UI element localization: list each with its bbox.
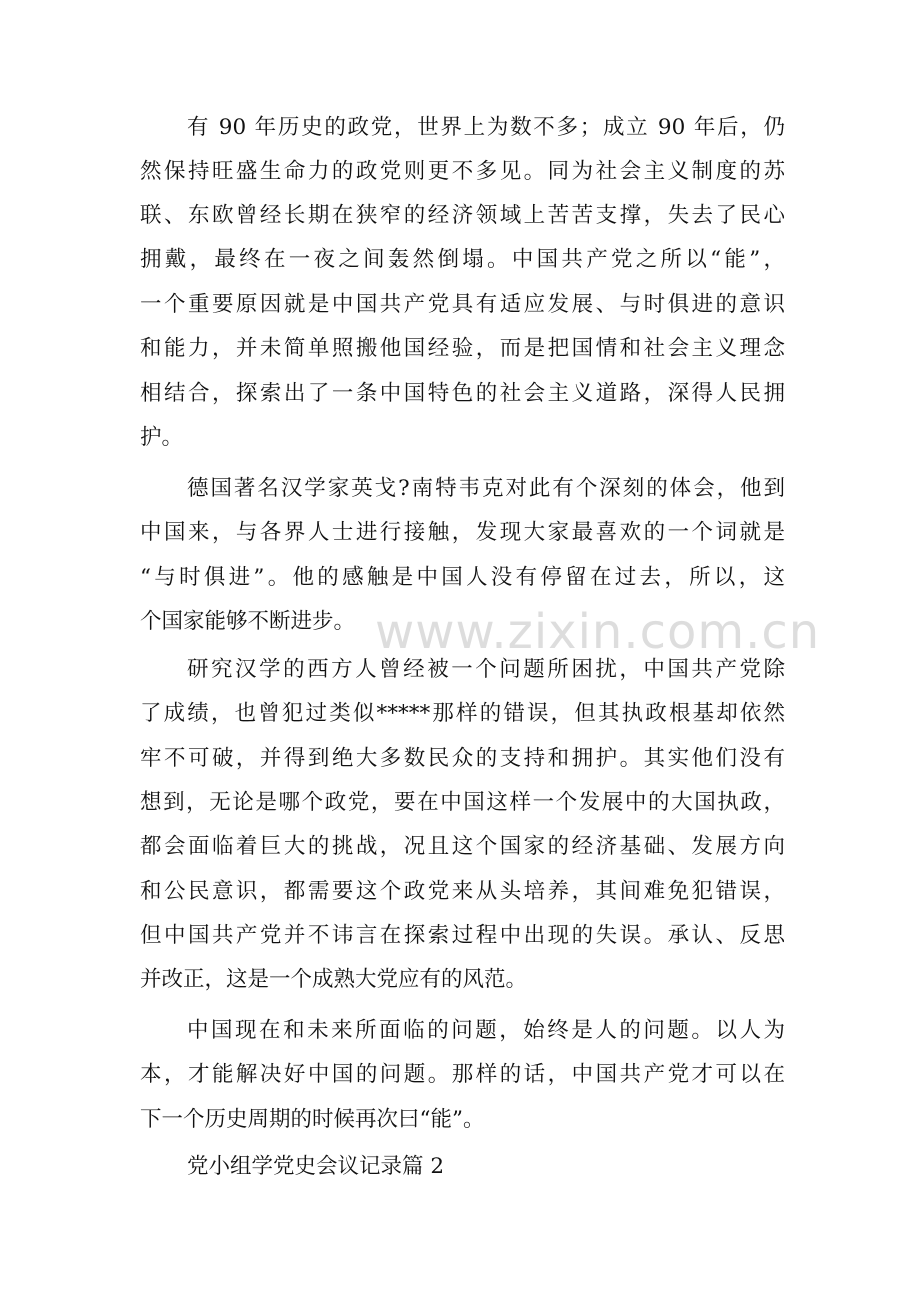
paragraph-4-line-1: 中国现在和未来所面临的问题，始终是人的问题。以人为: [187, 1018, 785, 1043]
paragraph-3-line-3: 牢不可破，并得到绝大多数民众的支持和拥护。其实他们没有: [140, 746, 785, 771]
paragraph-1-line-4: 拥戴，最终在一夜之间轰然倒塌。中国共产党之所以“能”，: [140, 247, 785, 272]
paragraph-2-line-2: 中国来，与各界人士进行接触，发现大家最喜欢的一个词就是: [140, 520, 785, 545]
paragraph-1-line-2: 然保持旺盛生命力的政党则更不多见。同为社会主义制度的苏: [140, 159, 785, 184]
paragraph-3-line-6: 和公民意识，都需要这个政党来从头培养，其间难免犯错误，: [140, 879, 785, 904]
paragraph-1-line-8: 护。: [140, 425, 184, 450]
paragraph-2-line-4: 个国家能够不断进步。: [140, 609, 356, 634]
paragraph-3-line-4: 想到，无论是哪个政党，要在中国这样一个发展中的大国执政，: [140, 790, 785, 815]
paragraph-3-line-7: 但中国共产党并不讳言在探索过程中出现的失误。承认、反思: [140, 923, 785, 948]
paragraph-1-line-3: 联、东欧曾经长期在狭窄的经济领域上苦苦支撑，失去了民心: [140, 203, 785, 228]
paragraph-1-line-1: 有 90 年历史的政党，世界上为数不多；成立 90 年后，仍: [187, 115, 785, 140]
paragraph-1-line-7: 相结合，探索出了一条中国特色的社会主义道路，深得人民拥: [140, 381, 785, 406]
paragraph-2-line-3: “与时俱进”。他的感触是中国人没有停留在过去，所以，这: [140, 565, 785, 590]
section-heading: 党小组学党史会议记录篇 2: [187, 1154, 445, 1179]
paragraph-2-line-1: 德国著名汉学家英戈?南特韦克对此有个深刻的体会，他到: [187, 476, 785, 501]
paragraph-3-line-1: 研究汉学的西方人曾经被一个问题所困扰，中国共产党除: [187, 657, 785, 682]
watermark: www.zixin.com.cn: [375, 604, 821, 660]
paragraph-3-line-5: 都会面临着巨大的挑战，况且这个国家的经济基础、发展方向: [140, 834, 785, 859]
paragraph-3-line-8: 并改正，这是一个成熟大党应有的风范。: [140, 967, 528, 992]
paragraph-1-line-5: 一个重要原因就是中国共产党具有适应发展、与时俱进的意识: [140, 292, 785, 317]
paragraph-3-line-2: 了成绩，也曾犯过类似*****那样的错误，但其执政根基却依然: [140, 701, 785, 726]
paragraph-4-line-3: 下一个历史周期的时候再次曰“能”。: [140, 1107, 485, 1132]
paragraph-4-line-2: 本，才能解决好中国的问题。那样的话，中国共产党才可以在: [140, 1062, 785, 1087]
paragraph-1-line-6: 和能力，并未简单照搬他国经验，而是把国情和社会主义理念: [140, 336, 785, 361]
